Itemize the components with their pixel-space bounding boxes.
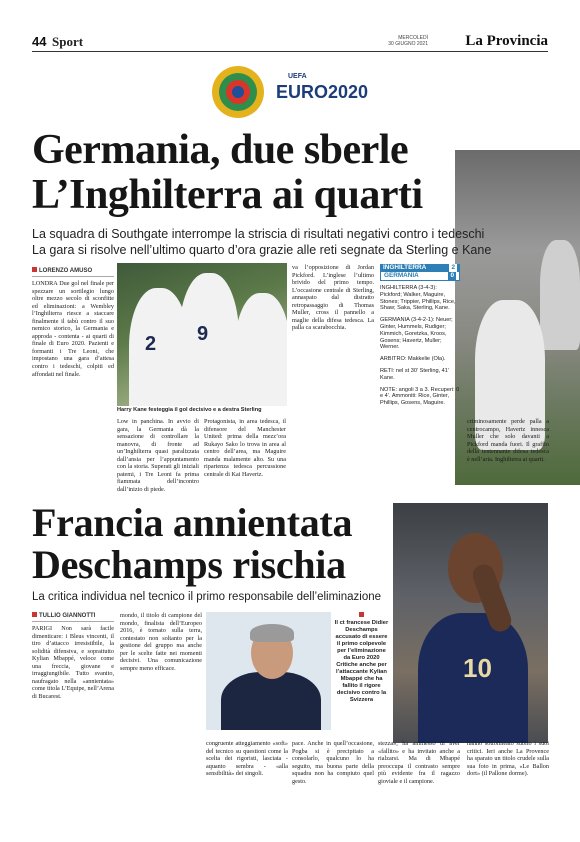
article1-col7-text: criminosamente perde palla a centrocampo, Havertz innesca Muller che solo davanti a Pickford manda fuori. Il graffio della tentennante difesa tedesca è nell’aria. Inghilterra ai quarti. — [467, 418, 549, 463]
article1-subheadline — [32, 226, 502, 258]
article2-byline — [32, 612, 114, 622]
score-row-england — [380, 264, 460, 272]
article1-headline — [32, 128, 452, 218]
article1-headline-line2: L’Inghilterra ai quarti — [32, 172, 423, 218]
caption-marker — [359, 612, 364, 617]
photo1-caption: Harry Kane festeggia il gol decisivo e a destra Sterling — [117, 407, 262, 413]
team1-score: 2 — [451, 264, 455, 271]
article2-col2-text: mondo, il titolo di campione del mondo, finalista dell’Europeo 2016, è tornato sulla terra, contestato non soltanto per la gestione del gruppo ma anche per le scelte fatte nei momenti decisivi. Una comunicazione sempre meno efficace. — [120, 612, 202, 672]
article1-col4-text: Protagonista, in area tedesca, il difensore del Manchester United: prima della mezz’ora Rukayo Sako lo trova in area al centro dell’area, ma Maguire manda malamente alto. Su una ripartenza tedesca percussione centrale di Kai Havertz. — [204, 418, 286, 478]
goals: RETI: nel st 30’ Sterling, 41’ Kane. — [380, 367, 449, 381]
article2-subheadline: La critica individua nel tecnico il primo responsabile dell’eliminazione — [32, 591, 382, 603]
article1-subheadline-line2: La gara si risolve nell’ultimo quarto d’ora grazie alle reti segnate da Sterling e Kane — [32, 243, 492, 257]
photo2-caption — [334, 612, 389, 704]
match-scorebox — [380, 264, 460, 412]
lineup-england: INGHILTERRA (3-4-3): Pickford; Walker, Maguire, Stones; Trippier, Phillips, Rice, Shaw; Saka, Sterling, Kane. — [380, 285, 456, 312]
article2-col3-text: congruente atteggiamento «soft» del tecnico su questioni come la scelta dei rigoristi, lasciata - aquanto sembra - «alla sensibilità» dei singoli. — [206, 740, 288, 778]
issue-date-text: 30 GIUGNO 2021 — [388, 41, 428, 47]
article2-byline-author: TULLIO GIANNOTTI — [39, 613, 96, 619]
team2-name: GERMANIA — [384, 272, 419, 279]
article2-col4-text: pace. Anche in quell’occasione, Pogba si è precipitato a consolarlo, qualcuno lo ha seguito, ma buona parte della squadra non ha compiuto quel gesto. — [292, 740, 374, 785]
article1-col5-text: va l’opposizione di Jordan Pickford. L’inglese l’ultimo brivido del primo tempo. L’occasione centrale di Sterling, annaspato dal distratto retropassaggio di Thomas Muller, cross il pannello a maglie della difesa tedesca. La palla ca scarabocchia. — [292, 264, 374, 332]
page-number: 44 — [32, 34, 47, 49]
article2-headline — [32, 502, 392, 586]
article1-byline — [32, 267, 114, 277]
article1-col3-text: Low in panchina. In avvio di gara, la Germania dà la sensazione di controllare la manovra, di fronte ad un’Inghilterra quasi paralizzata dall’ansia per l’appuntamento con la storia. Superati gli iniziali patemi, i Tre Leoni fa prima fiammata dell’incontro dall’inizio di piede. — [117, 418, 199, 493]
lineup-germany: GERMANIA (3-4-2-1): Neuer; Ginter, Hummels, Rudiger; Kimmich, Goretzka, Kroos, Gosens; Havertz, Muller; Werner. — [380, 317, 453, 351]
photo2-caption-text: Il ct francese Didier Deschamps accusato di essere il primo colpevole per l’eliminazione da Euro 2020 Critiche anche per l’attaccante Kylian Mbappé che ha fallito il rigore decisivo contro la Svizzera — [334, 620, 389, 703]
article1-col1-text: LONDRA Due gol nel finale per spezzare un sortilegio lungo oltre mezzo secolo di sconfitte ed eliminazioni: a Wembley l’Inghilterra riesce a staccare finalmente il tabù contro il suo nemico storico, la Germania e approda - contenta - ai quarti di finale di Euro 2020. Pazienti e formanti i Tre Leoni, che impostano una gara d’attesa contro i tedeschi, colpiti ed affondati nel finale. — [32, 280, 114, 378]
article2-headline-line2: Deschamps rischia — [32, 542, 346, 587]
article1-column-1 — [32, 267, 114, 378]
article1-headline-line1: Germania, due sberle — [32, 127, 409, 173]
notes: NOTE: angoli 3 a 3. Recuperi: 0 e 4’. Ammoniti: Rice, Ginter, Phillips, Gosens, Maguire. — [380, 386, 460, 407]
byline-marker — [32, 612, 37, 617]
issue-weekday: MERCOLEDÌ — [398, 35, 428, 41]
article2-col1-text: PARIGI Non sarà facile dimenticare: i Bleus vincenti, il tiro d’attacco irresistibile, la solidità difensiva, e soprattutto Kylian Mbappé, veloce come una freccia, giovane e irraggiungibile. Tutto svanito, naufragato nella «annientata» come titola L’Equipe, nell’Arena di Bucarest. — [32, 625, 114, 700]
issue-date — [368, 35, 428, 47]
team2-score: 0 — [450, 272, 454, 279]
article1-subheadline-line1: La squadra di Southgate interrompe la striscia di risultati negativi contro i tedeschi — [32, 227, 485, 241]
article2-col6-text: hanno sottolineato subito i suoi critici. Ieri anche La Provence ha sparato un titolo crudele sulla sua foto in prima, «Le Ballon dort» (il Pallone dorme). — [467, 740, 549, 778]
section-title: Sport — [52, 34, 84, 49]
kane-celebration-photo: 2 9 — [117, 263, 287, 406]
article1-byline-author: LORENZO AMUSO — [39, 268, 93, 274]
uefa-label: UEFA — [288, 73, 307, 80]
deschamps-photo — [206, 612, 331, 730]
scorebox-details — [380, 285, 460, 407]
byline-marker — [32, 267, 37, 272]
euro2020-label: EURO2020 — [276, 82, 369, 102]
page-header — [32, 34, 548, 52]
mbappe-photo: 10 — [393, 503, 548, 743]
score-row-germany — [380, 272, 460, 281]
masthead: La Provincia — [465, 33, 548, 49]
team1-name: INGHILTERRA — [383, 264, 427, 271]
referee: ARBITRO: Makkelie (Ola). — [380, 356, 446, 363]
euro2020-logo — [200, 58, 390, 126]
article2-headline-line1: Francia annientata — [32, 500, 353, 545]
article2-column-1 — [32, 612, 114, 700]
article2-col5-text: stezza», ha ammesso di aver «fallito» e ha invitato anche a rialzarsi. Ma di Mbappé preoccupa il contrasto sempre più evidente fra il ragazzo gioviale e il campione. — [378, 740, 460, 785]
